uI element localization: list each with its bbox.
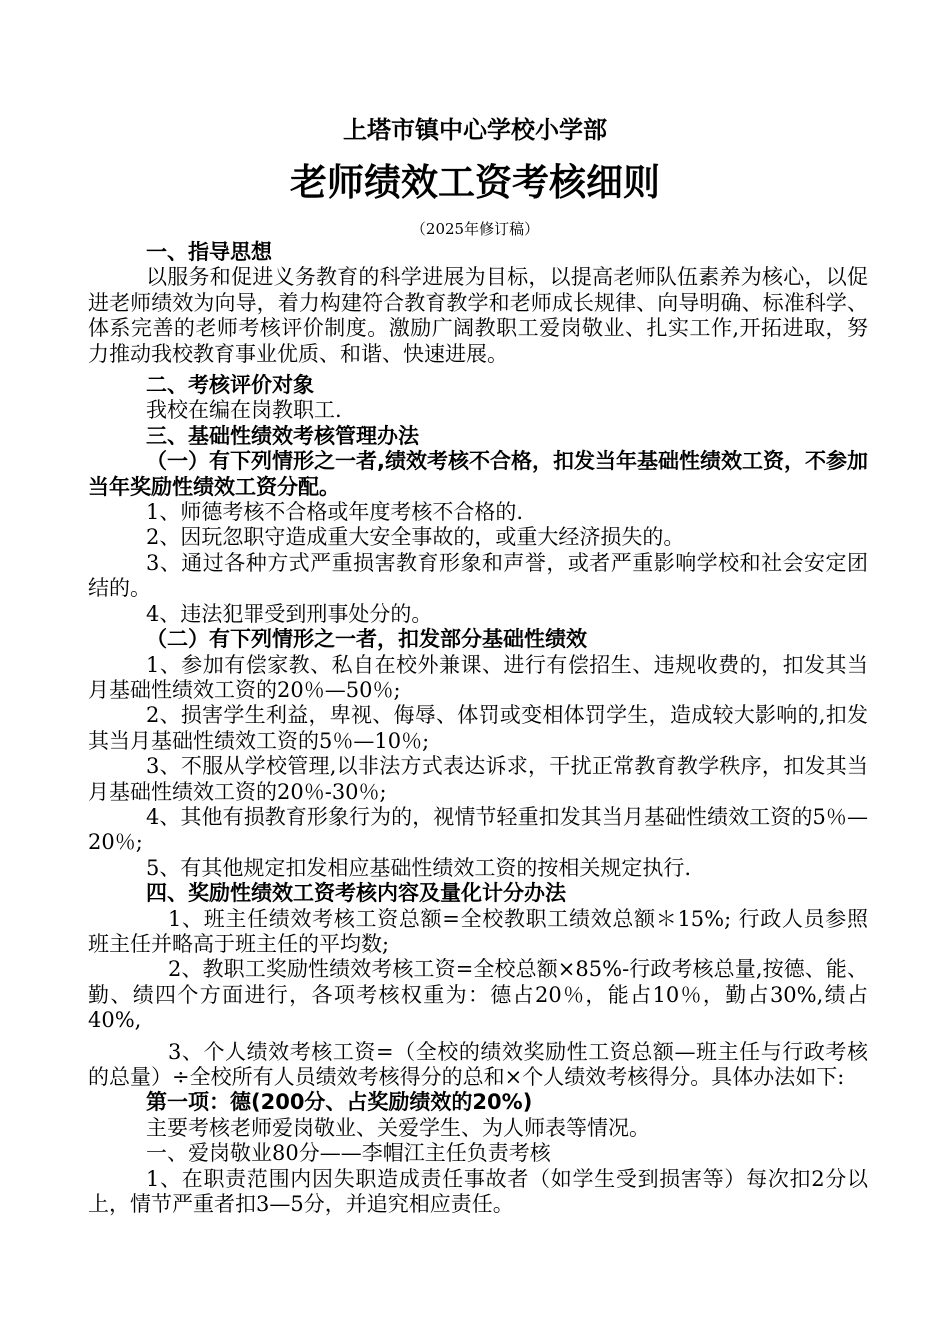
section-heading-incentive-performance: 四、奖励性绩效工资考核内容及量化计分办法 (146, 881, 566, 906)
document-body (88, 240, 868, 1217)
list-item: 4、其他有损教育形象行为的，视情节轻重扣发其当月基础性绩效工资的5％—20％; (88, 804, 868, 855)
section-heading-basic-performance: 三、基础性绩效考核管理办法 (146, 423, 419, 448)
revision-note: （2025年修订稿） (410, 220, 540, 238)
paragraph-assessment-target: 我校在编在岗教职工. (146, 398, 342, 423)
item-heading-morality: 第一项：德(200分、占奖励绩效的20%) (146, 1090, 533, 1115)
subsection-heading-disqualification: （一）有下列情形之一者,绩效考核不合格，扣发当年基础性绩效工资，不参加当年奖励性绩效工资分配。 (88, 449, 868, 499)
school-name: 上塔市镇中心学校小学部 (343, 116, 607, 144)
section-heading-assessment-target: 二、考核评价对象 (146, 373, 314, 398)
list-item: 3、通过各种方式严重损害教育形象和声誉，或者严重影响学校和社会安定团结的。 (88, 550, 868, 601)
list-item: 2、教职工奖励性绩效考核工资=全校总额×85%-行政考核总量,按德、能、勤、绩四个方面进行，各项考核权重为：德占20％，能占10％，勤占30%,绩占40%, (88, 957, 868, 1033)
paragraph-guiding-ideology: 以服务和促进义务教育的科学进展为目标，以提高老师队伍素养为核心，以促进老师绩效为向导，着力构建符合教育教学和老师成长规律、向导明确、标准科学、体系完善的老师考核评价制度。激励广阔教职工爱岗敬业、扎实工作,开拓进取，努力推动我校教育事业优质、和谐、快速进展。 (88, 265, 868, 366)
list-item: 4、违法犯罪受到刑事处分的。 (146, 601, 433, 626)
paragraph-morality: 主要考核老师爱岗敬业、关爱学生、为人师表等情况。 (146, 1115, 650, 1140)
section-heading-guiding-ideology: 一、指导思想 (146, 240, 272, 264)
list-item: 1、班主任绩效考核工资总额=全校教职工绩效总额＊15%; 行政人员参照班主任并略高于班主任的平均数; (88, 906, 868, 956)
list-item: 3、不服从学校管理,以非法方式表达诉求，干扰正常教育教学秩序，扣发其当月基础性绩效工资的20％-30％; (88, 754, 868, 804)
list-item: 2、损害学生利益，卑视、侮辱、体罚或变相体罚学生，造成较大影响的,扣发其当月基础性绩效工资的5％—10％; (88, 703, 868, 753)
list-item: 3、个人绩效考核工资=（全校的绩效奖励性工资总额—班主任与行政考核的总量）÷全校所有人员绩效考核得分的总和×个人绩效考核得分。具体办法如下: (88, 1039, 868, 1089)
list-item: 1、师德考核不合格或年度考核不合格的. (146, 500, 524, 525)
subitem-heading-dedication: 一、爱岗敬业80分——李帽江主任负责考核 (146, 1141, 551, 1166)
list-item: 2、因玩忽职守造成重大安全事故的，或重大经济损失的。 (146, 525, 685, 550)
document-title: 老师绩效工资考核细则 (290, 161, 660, 204)
subsection-heading-partial-deduction: （二）有下列情形之一者，扣发部分基础性绩效 (146, 627, 587, 652)
list-item: 1、参加有偿家教、私自在校外兼课、进行有偿招生、违规收费的，扣发其当月基础性绩效工资的20％—50％; (88, 652, 868, 702)
list-item: 5、有其他规定扣发相应基础性绩效工资的按相关规定执行. (146, 855, 692, 880)
list-item: 1、在职责范围内因失职造成责任事故者（如学生受到损害等）每次扣2分以上，情节严重者扣3—5分，并追究相应责任。 (88, 1166, 868, 1217)
